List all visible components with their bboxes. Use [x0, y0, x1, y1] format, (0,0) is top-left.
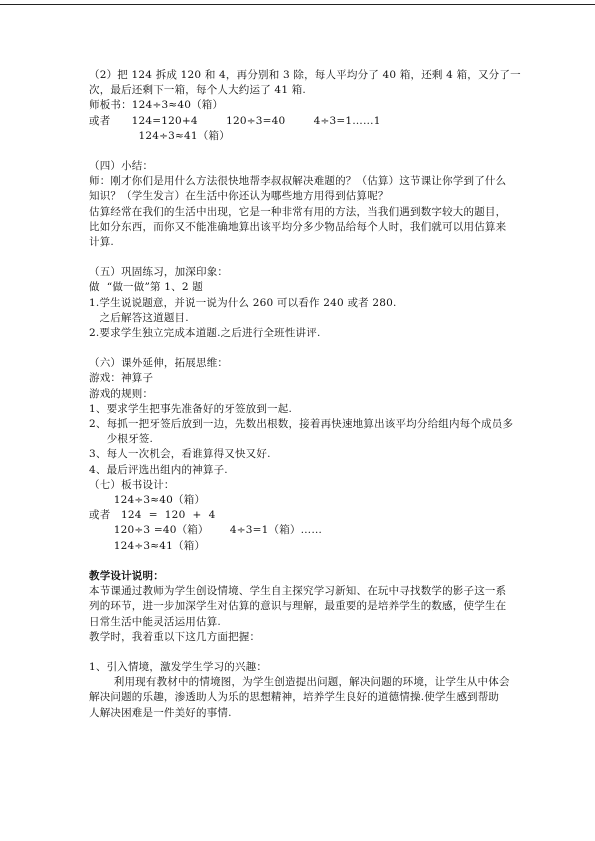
- text-line: 124÷3≈40（箱）: [89, 494, 206, 507]
- text-line: 124÷3≈41（箱）: [89, 539, 206, 552]
- text-line: 人解决困难是一件美好的事情.: [89, 706, 232, 719]
- text-line: 教学时，我着重以下这几方面把握：: [89, 630, 261, 643]
- text-line: 计算.: [89, 236, 114, 249]
- text-line: 次，最后还剩下一箱，每个人大约运了 41 箱.: [89, 84, 306, 97]
- text-line: 1.学生说说题意，并说一说为什么 260 可以看作 240 或者 280.: [89, 296, 397, 309]
- section-heading: （七）板书设计：: [89, 478, 175, 491]
- text-line: 列的环节，进一步加深学生对估算的意识与理解，最重要的是培养学生的数感，使学生在: [89, 600, 507, 613]
- text-line: 日常生活中能灵活运用估算.: [89, 615, 221, 628]
- document-body: [89, 68, 521, 721]
- section-heading: 1、引入情境，激发学生学习的兴趣：: [89, 660, 268, 673]
- section-heading: （六）课外延伸，拓展思维：: [89, 357, 229, 370]
- text-line: 知识？（学生发言）在生活中你还认为哪些地方用得到估算呢？: [89, 190, 389, 203]
- text-line: 1、要求学生把事先准备好的牙签放到一起.: [89, 402, 293, 415]
- text-line: 游戏：神算子: [89, 372, 154, 385]
- text-line: 之后解答这道题目.: [89, 311, 189, 324]
- text-line: 120÷3 =40（箱） 4÷3=1（箱）……: [89, 524, 323, 537]
- text-line: 游戏的规则：: [89, 387, 154, 400]
- spacer: [89, 645, 509, 660]
- text-line: 做 “做一做”第 1、2 题: [89, 281, 203, 294]
- text-line: 利用现有教材中的情境图，为学生创造提出问题，解决问题的环境，让学生从中体会: [89, 676, 510, 689]
- text-line: 2、每抓一把牙签后放到一边，先数出根数，接着再快速地算出该平均分给组内每个成员多: [89, 418, 514, 431]
- spacer: [89, 554, 509, 569]
- text-line: 124÷3≈41（箱）: [89, 129, 230, 142]
- text-line: 比如分东西，而你又不能准确地算出该平均分多少物品给每个人时，我们就可以用估算来: [89, 220, 507, 233]
- text-line: 2.要求学生独立完成本道题.之后进行全班性讲评.: [89, 327, 321, 340]
- text-line: 估算经常在我们的生活中出现，它是一种非常有用的方法，当我们遇到数字较大的题目，: [89, 205, 507, 218]
- text-line: 本节课通过教师为学生创设情境、学生自主探究学习新知、在玩中寻找数学的影子这一系: [89, 585, 507, 598]
- section-heading: （五）巩固练习，加深印象：: [89, 266, 229, 279]
- text-line: 师：刚才你们是用什么方法很快地帮李叔叔解决难题的？（估算）这节课让你学到了什么: [89, 175, 507, 188]
- section-heading: （四）小结：: [89, 160, 154, 173]
- text-line: 师板书：124÷3≈40（箱）: [89, 99, 224, 112]
- header-rule: [0, 4, 595, 5]
- text-line: 少根牙签.: [89, 433, 154, 446]
- spacer: [89, 341, 509, 356]
- text-line: 解决问题的乐趣，渗透助人为乐的思想精神，培养学生良好的道德情操.使学生感到帮助: [89, 691, 500, 704]
- text-line: 或者 124 = 120 + 4: [89, 509, 216, 522]
- spacer: [89, 144, 509, 159]
- text-line: 或者 124=120+4 120÷3=40 4÷3=1……1: [89, 114, 381, 127]
- text-line: 4、最后评选出组内的神算子.: [89, 463, 228, 476]
- text-line: 3、每人一次机会，看谁算得又快又好.: [89, 448, 271, 461]
- spacer: [89, 250, 509, 265]
- section-heading-bold: 教学设计说明：: [89, 569, 164, 582]
- text-line: （2）把 124 拆成 120 和 4，再分别和 3 除，每人平均分了 40 箱，还剩 4 箱，又分了一: [89, 69, 521, 81]
